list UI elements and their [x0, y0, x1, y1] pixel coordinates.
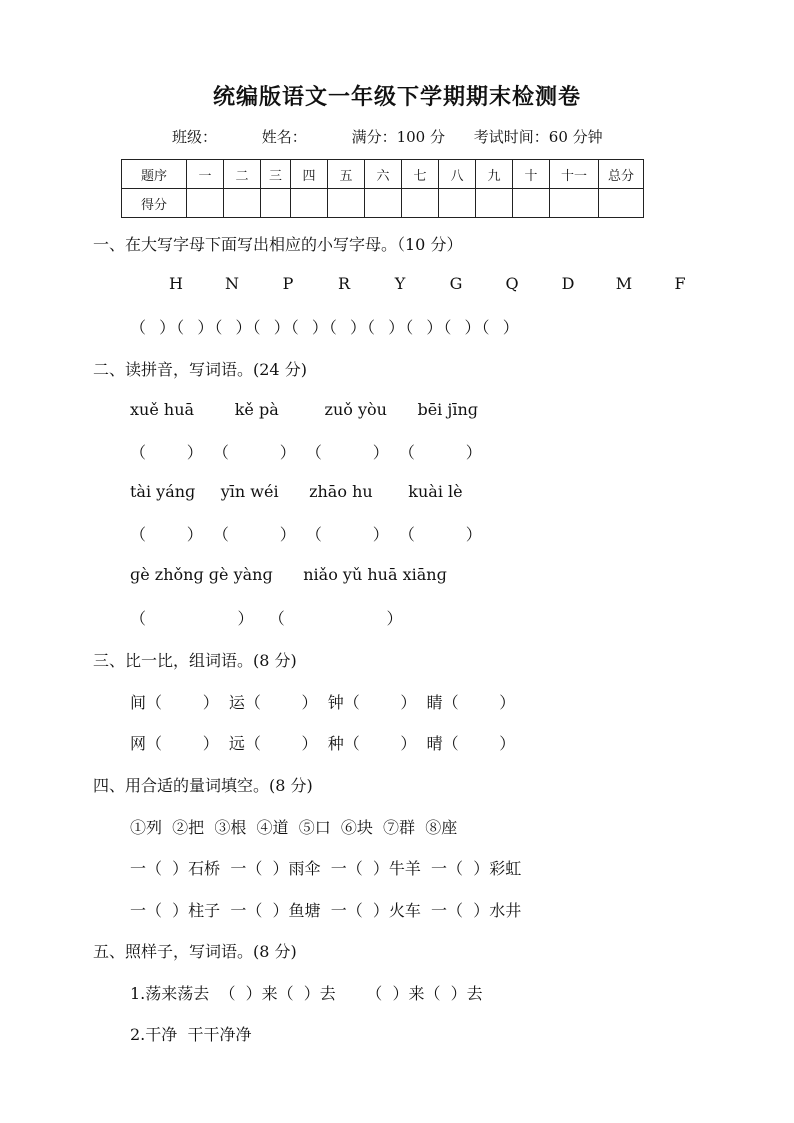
score-input-cell[interactable]	[402, 189, 439, 218]
section-2-heading: 二、读拼音，写词语。(24 分)	[93, 360, 307, 379]
uppercase-letters	[148, 274, 708, 293]
score-table-header-row	[122, 160, 644, 189]
score-input-cell[interactable]	[261, 189, 291, 218]
score-input-cell[interactable]	[513, 189, 550, 218]
compare-words-row-2[interactable]: 网（ ） 远（ ） 种（ ） 晴（ ）	[130, 734, 516, 753]
score-cell: 四	[291, 160, 328, 189]
pinyin-blanks-row-2[interactable]: （ ） （ ） （ ） （ ）	[130, 525, 482, 544]
measure-word-options: ①列 ②把 ③根 ④道 ⑤口 ⑥块 ⑦群 ⑧座	[130, 818, 458, 837]
section-3-heading: 三、比一比，组词语。(8 分)	[93, 651, 297, 670]
score-cell: 五	[328, 160, 365, 189]
letter: M	[615, 274, 633, 293]
letter: N	[225, 274, 239, 293]
score-row-label: 得分	[122, 189, 187, 218]
letter: G	[449, 274, 463, 293]
section-4-heading: 四、用合适的量词填空。(8 分)	[93, 776, 313, 795]
score-cell: 七	[402, 160, 439, 189]
pattern-item-1[interactable]: 1.荡来荡去 （ ）来（ ）去 （ ）来（ ）去	[130, 984, 483, 1003]
exam-title: 统编版语文一年级下学期期末检测卷	[212, 85, 581, 110]
pinyin-blanks-row-1[interactable]: （ ） （ ） （ ） （ ）	[130, 443, 482, 462]
exam-info	[172, 126, 627, 147]
pinyin-row-3: ɡè zhǒnɡ ɡè yànɡ niǎo yǔ huā xiānɡ	[130, 565, 447, 584]
score-input-cell[interactable]	[476, 189, 513, 218]
exam-time-label: 考试时间：60 分钟	[473, 128, 603, 146]
class-label: 班级：	[172, 128, 218, 146]
score-input-cell[interactable]	[439, 189, 476, 218]
letter: Y	[394, 274, 406, 293]
score-cell: 六	[365, 160, 402, 189]
score-cell: 九	[476, 160, 513, 189]
score-cell: 十	[513, 160, 550, 189]
score-input-cell[interactable]	[599, 189, 644, 218]
full-score-label: 满分：100 分	[351, 128, 445, 146]
pinyin-row-2: tài yánɡ yīn wéi zhāo hu kuài lè	[130, 482, 463, 501]
pattern-item-2: 2.干净 干干净净	[130, 1025, 252, 1044]
pinyin-row-1: xuě huā kě pà zuǒ yòu bēi jīnɡ	[130, 400, 479, 419]
letter: H	[169, 274, 183, 293]
score-table	[121, 159, 644, 218]
score-cell: 一	[187, 160, 224, 189]
letter: F	[674, 274, 686, 293]
score-input-cell[interactable]	[365, 189, 402, 218]
section-1-heading: 一、在大写字母下面写出相应的小写字母。（10 分）	[93, 235, 463, 254]
measure-word-row-1[interactable]: 一（ ）石桥 一（ ）雨伞 一（ ）牛羊 一（ ）彩虹	[130, 859, 522, 878]
score-input-cell[interactable]	[187, 189, 224, 218]
score-cell: 总分	[599, 160, 644, 189]
score-table-score-row	[122, 189, 644, 218]
score-cell: 八	[439, 160, 476, 189]
section-5-heading: 五、照样子，写词语。(8 分)	[93, 942, 297, 961]
letter: D	[561, 274, 575, 293]
score-input-cell[interactable]	[550, 189, 599, 218]
measure-word-row-2[interactable]: 一（ ）柱子 一（ ）鱼塘 一（ ）火车 一（ ）水井	[130, 901, 522, 920]
letter: R	[337, 274, 351, 293]
score-input-cell[interactable]	[291, 189, 328, 218]
pinyin-blanks-row-3[interactable]: （ ） （ ）	[130, 609, 403, 628]
score-input-cell[interactable]	[224, 189, 261, 218]
lowercase-answer-blanks[interactable]: （ ）（ ）（ ）（ ）（ ）（ ）（ ）（ ）（ ）（ ）	[130, 318, 520, 337]
score-cell: 十一	[550, 160, 599, 189]
compare-words-row-1[interactable]: 间（ ） 运（ ） 钟（ ） 睛（ ）	[130, 693, 516, 712]
score-cell: 题序	[122, 160, 187, 189]
score-cell: 三	[261, 160, 291, 189]
score-input-cell[interactable]	[328, 189, 365, 218]
letter: P	[282, 274, 294, 293]
letter: Q	[505, 274, 519, 293]
score-cell: 二	[224, 160, 261, 189]
name-label: 姓名：	[261, 128, 307, 146]
